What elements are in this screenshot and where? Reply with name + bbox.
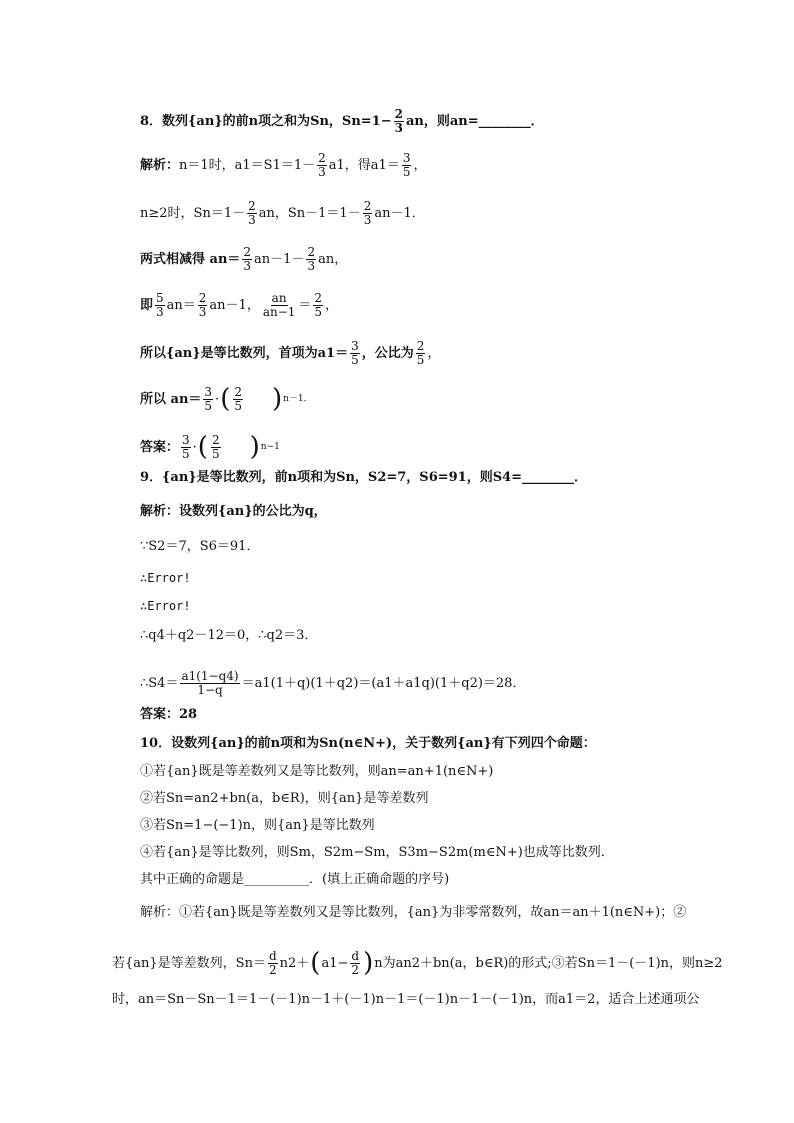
comma: ， [427,345,441,361]
q8-analysis-2 [140,200,425,226]
fraction [268,950,278,976]
text: n2＋ [279,955,310,971]
q8-analysis-6 [140,384,313,415]
fraction [181,434,191,460]
frac-den: 3 [248,212,256,227]
q9-error-1: ∴Error! [140,571,191,585]
q9-answer: 答案：28 [140,707,198,722]
frac-num: 2 [318,151,326,165]
q8-question-fraction [394,108,404,134]
paren-right: ) [363,948,374,979]
text: an， [318,251,348,267]
q10-question: 10．设数列{an}的前n项和为Sn(n∈N+)，关于数列{an}有下列四个命题： [140,736,596,751]
fraction [242,246,252,272]
q8-answer [140,432,280,463]
exponent: n−1 [260,441,280,452]
fraction [155,292,165,318]
paren-right: ) [249,432,260,463]
fraction [350,950,360,976]
paren-left: ( [220,384,231,415]
exponent: n－1． [283,393,313,404]
frac-num: 2 [363,199,372,213]
q9-line-5 [140,670,525,696]
dot: · [192,439,197,455]
text: 即 [140,297,154,313]
fraction [180,670,239,696]
frac-num: a1(1−q4) [181,669,239,683]
dot: · [215,391,220,407]
fraction [211,434,221,460]
q9-line-1: ∵S2＝7，S6＝91． [140,539,260,554]
text: a1− [321,955,349,971]
frac-den: 2 [351,962,360,977]
fraction [262,292,297,318]
q8-question [140,108,544,134]
frac-num: 2 [243,245,252,259]
q8-question-text: 8．数列{an}的前n项之和为Sn，Sn=1− [140,113,392,129]
q10-proposition-4: ④若{an}是等比数列，则Sm，S2m−Sm，S3m−S2m(m∈N+)也成等比数列． [140,845,614,860]
fraction [306,246,316,272]
frac-den: 3 [318,164,326,179]
frac-den: 1−q [197,682,223,697]
text: ＝ [298,297,312,313]
frac-num: 5 [156,291,164,305]
analysis-label: 解析： [140,157,180,173]
q8-analysis-5 [140,340,440,366]
frac-den: 3 [198,304,207,319]
frac-num: 2 [314,291,323,305]
q9-analysis: 解析：设数列{an}的公比为q， [140,504,327,519]
fraction [247,200,257,226]
q10-proposition-3: ③若Sn=1−(−1)n，则{an}是等比数列 [140,818,375,833]
text: n为an2＋bn(a，b∈R)的形式;③若Sn＝1－(－1)n，则n≥2 [374,955,723,971]
q9-error-2: ∴Error! [140,599,191,613]
frac-num: d [351,949,360,963]
frac-num: 3 [351,339,359,353]
fraction [363,200,373,226]
frac-num: 2 [211,433,220,447]
comma: ， [325,297,339,313]
frac-den: 3 [363,212,372,227]
paren-right: ) [271,384,283,415]
frac-num: 2 [198,291,207,305]
text: an－1， [209,297,260,313]
q10-analysis-1: 解析：①若{an}既是等差数列又是等比数列，{an}为非零常数列，故an＝an＋1(n∈N+)；② [140,905,687,920]
frac-den: 5 [314,304,323,319]
frac-num: 3 [204,385,213,399]
frac-den: an−1 [262,304,296,319]
frac-den: 3 [156,304,164,319]
fraction [198,292,208,318]
q10-proposition-1: ①若{an}既是等差数列又是等比数列，则an=an+1(n∈N+) [140,764,494,779]
text: ∴S4＝ [140,675,179,691]
frac-num: 2 [416,339,425,353]
q8-analysis-3 [140,246,347,272]
q9-line-4: ∴q4＋q2－12＝0，∴q2＝3． [140,628,318,643]
frac-den: 3 [394,120,403,135]
q10-analysis-2 [112,948,723,979]
q10-proposition-2: ②若Sn=an2+bn(a，b∈R)，则{an}是等差数列 [140,791,429,806]
frac-den: 5 [204,398,213,413]
text: 所以{an}是等比数列，首项为a1＝ [140,345,349,361]
frac-num: 3 [402,151,411,165]
comma: ， [413,157,427,173]
frac-den: 5 [182,446,190,461]
text: ，公比为 [361,345,414,361]
text: an－1－ [254,251,305,267]
text: an－1． [374,205,425,221]
text: n＝1时，a1＝S1＝1－ [179,157,316,173]
frac-den: 3 [243,258,252,273]
frac-num: 2 [248,199,256,213]
frac-den: 5 [402,164,411,179]
fraction [203,386,213,412]
frac-den: 5 [416,352,425,367]
frac-num: 2 [394,107,403,121]
answer-label: 答案： [140,439,180,455]
fraction [350,340,360,366]
frac-den: 5 [211,446,220,461]
q10-analysis-3: 时，an＝Sn－Sn－1＝1－(－1)n－1＋(－1)n－1＝(－1)n－1－(－1)n，而a1＝2，适合上述通项公 [112,992,700,1007]
text: n≥2时，Sn＝1－ [140,205,246,221]
frac-num: 2 [234,385,242,399]
frac-num: d [268,949,277,963]
frac-num: 3 [182,433,190,447]
frac-den: 5 [351,352,359,367]
q8-analysis-4 [140,292,338,318]
fraction [313,292,323,318]
text: an＝ [166,297,196,313]
fraction [402,152,412,178]
q8-question-tail: an，则an=________． [405,113,544,129]
fraction [416,340,426,366]
text: a1，得a1＝ [328,157,400,173]
frac-num: an [271,291,287,305]
text: 若{an}是等差数列，Sn＝ [112,955,266,971]
text: an，Sn－1＝1－ [258,205,361,221]
q9-question: 9．{an}是等比数列，前n项和为Sn，S2=7，S6=91，则S4=________． [140,470,588,485]
text: 两式相减得 an＝ [140,251,241,267]
fraction [317,152,327,178]
q10-blank: 其中正确的命题是__________．(填上正确命题的序号) [140,872,450,887]
text: ＝a1(1＋q)(1＋q2)＝(a1＋a1q)(1＋q2)＝28． [241,675,526,691]
fraction [233,386,243,412]
frac-den: 5 [234,398,242,413]
frac-den: 2 [268,962,277,977]
text: 所以 an＝ [140,391,202,407]
frac-den: 3 [307,258,316,273]
paren-left: ( [197,432,208,463]
paren-left: ( [310,948,321,979]
frac-num: 2 [307,245,316,259]
q8-analysis-1 [140,152,426,178]
